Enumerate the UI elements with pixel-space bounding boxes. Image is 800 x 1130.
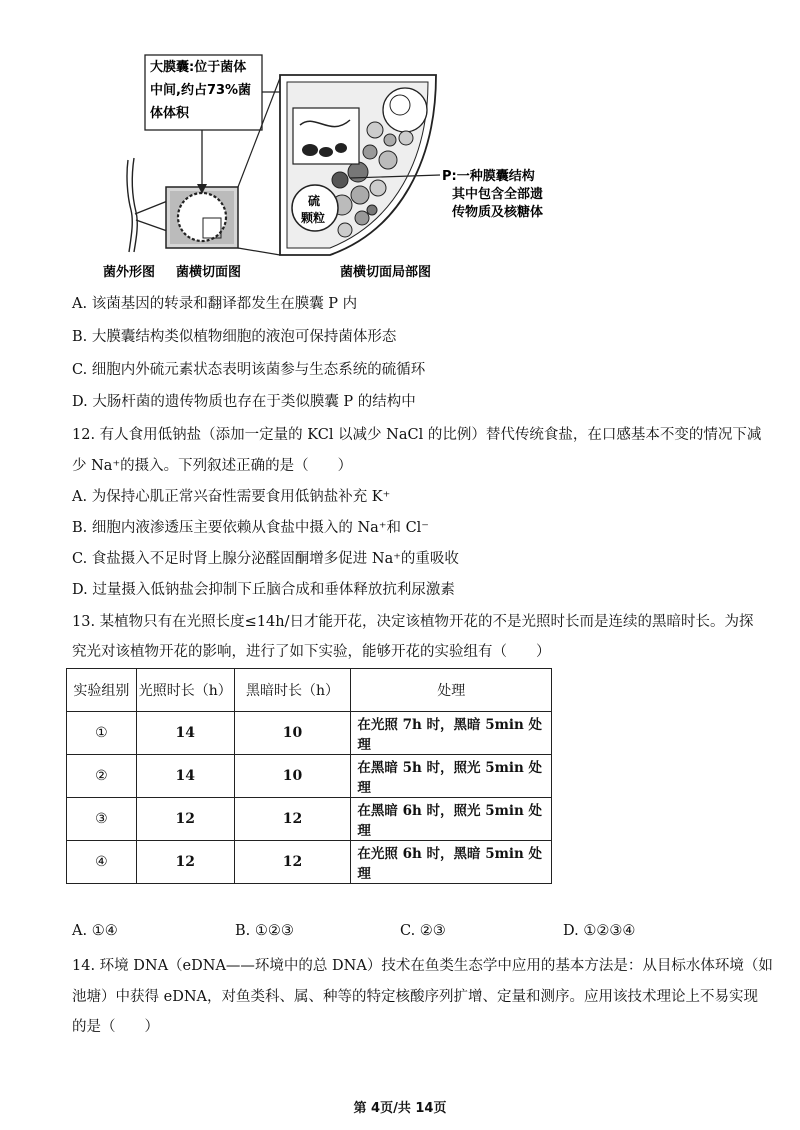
table-cell-treatment: 在光照 6h 时，黑暗 5min 处理 [351,841,552,884]
table-cell-light: 14 [136,755,234,798]
table-header: 光照时长（h） [136,669,234,712]
callout-big-capsule-line1: 大膜囊:位于菌体 [150,60,247,75]
q11-option-c: C. 细胞内外硫元素状态表明该菌参与生态系统的硫循环 [72,362,426,378]
table-cell-dark: 12 [234,798,351,841]
callout-p-line2: 其中包含全部遗 [452,187,544,202]
q12-option-b: B. 细胞内液渗透压主要依赖从食盐中摄入的 Na⁺和 Cl⁻ [72,520,429,536]
q12-stem-line1: 12. 有人食用低钠盐（添加一定量的 KCl 以减少 NaCl 的比例）替代传统食盐，在口感基本不变的情况下减 [72,427,762,443]
table-cell-treatment: 在光照 7h 时，黑暗 5min 处理 [351,712,552,755]
caption-external: 菌外形图 [103,265,156,280]
table-cell-light: 14 [136,712,234,755]
table-header: 黑暗时长（h） [234,669,351,712]
table-cell-group: ④ [67,841,137,884]
q12-option-c: C. 食盐摄入不足时肾上腺分泌醛固酮增多促进 Na⁺的重吸收 [72,551,459,567]
table-cell-dark: 12 [234,841,351,884]
table-header: 实验组别 [67,669,137,712]
q13-stem-line1: 13. 某植物只有在光照长度≤14h/日才能开花，决定该植物开花的不是光照时长而是连续的黑暗时长。为探 [72,614,754,630]
table-cell-group: ① [67,712,137,755]
sulfur-granule-label-2: 颗粒 [301,211,326,225]
experiment-table [66,668,552,884]
table-header: 处理 [351,669,552,712]
table-cell-group: ② [67,755,137,798]
q12-option-a: A. 为保持心肌正常兴奋性需要食用低钠盐补充 K⁺ [72,489,391,505]
caption-partial-section: 菌横切面局部图 [340,265,432,280]
table-cell-treatment: 在黑暗 6h 时，照光 5min 处理 [351,798,552,841]
table-cell-treatment: 在黑暗 5h 时，照光 5min 处理 [351,755,552,798]
q14-stem-line2: 池塘）中获得 eDNA，对鱼类科、属、种等的特定核酸序列扩增、定量和测序。应用该技术理论上不易实现 [72,989,758,1005]
q13-option-d: D. ①②③④ [563,923,636,939]
table-cell-light: 12 [136,841,234,884]
callout-big-capsule-line2: 中间,约占73%菌 [150,83,252,98]
caption-cross-section: 菌横切面图 [176,265,242,280]
q11-option-a: A. 该菌基因的转录和翻译都发生在膜囊 P 内 [72,296,358,312]
external-shape-drawing [127,158,170,252]
page-footer: 第 4页/共 14页 [353,1101,447,1116]
callout-big-capsule-line3: 体体积 [150,106,190,121]
q13-option-a: A. ①④ [72,923,118,939]
cross-section-drawing [166,187,238,248]
q11-option-d: D. 大肠杆菌的遗传物质也存在于类似膜囊 P 的结构中 [72,394,416,410]
q11-option-b: B. 大膜囊结构类似植物细胞的液泡可保持菌体形态 [72,329,397,345]
q14-stem-line1: 14. 环境 DNA（eDNA——环境中的总 DNA）技术在鱼类生态学中应用的基本方法是：从目标水体环境（如 [72,958,773,974]
table-row [67,798,552,841]
sulfur-granule-label-1: 硫 [308,194,321,208]
q13-stem-line2: 究光对该植物开花的影响，进行了如下实验，能够开花的实验组有（ ） [72,644,551,660]
table-cell-light: 12 [136,798,234,841]
table-row [67,841,552,884]
table-row [67,755,552,798]
bacteria-figure [0,0,800,300]
table-row [67,712,552,755]
table-cell-group: ③ [67,798,137,841]
callout-p-line3: 传物质及核糖体 [452,205,544,220]
q14-stem-line3: 的是（ ） [72,1019,159,1035]
q12-stem-line2: 少 Na⁺的摄入。下列叙述正确的是（ ） [72,458,353,474]
q13-option-b: B. ①②③ [235,923,294,939]
table-cell-dark: 10 [234,755,351,798]
table-cell-dark: 10 [234,712,351,755]
partial-section-drawing [280,75,440,255]
table-header-row [67,669,552,712]
callout-p-line1: P:一种膜囊结构 [442,169,535,184]
q12-option-d: D. 过量摄入低钠盐会抑制下丘脑合成和垂体释放抗利尿激素 [72,582,455,598]
q13-option-c: C. ②③ [400,923,446,939]
